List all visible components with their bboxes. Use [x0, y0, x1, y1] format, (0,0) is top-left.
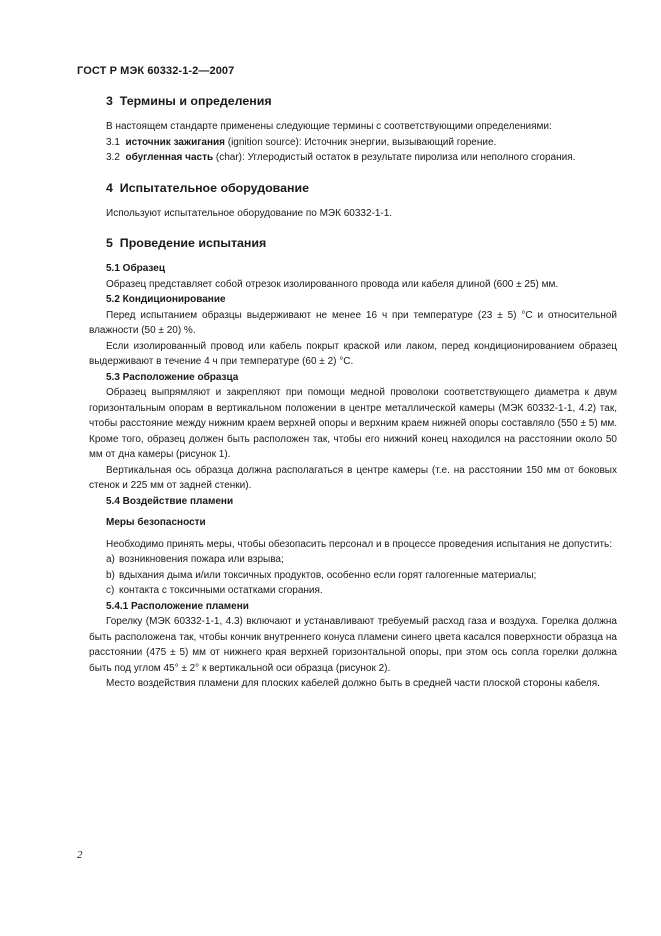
subsection-5-2-text-2: Если изолированный провод или кабель покрыт краской или лаком, перед кондиционированием образец выдерживают в течение 4 ч при температуре (60 ± 2) °С. [89, 340, 617, 367]
section-5-heading [89, 234, 617, 252]
safety-list [89, 552, 617, 599]
term-3-1-number: 3.1 [106, 136, 120, 148]
list-item-text: возникновения пожара или взрыва; [119, 554, 284, 565]
term-3-1-definition: (ignition source): Источник энергии, вызывающий горение. [224, 136, 497, 148]
subsection-5-4-1-title: 5.4.1 Расположение пламени [106, 600, 249, 612]
safety-title: Меры безопасности [106, 517, 206, 528]
subsection-5-1-text: Образец представляет собой отрезок изолированного провода или кабеля длиной (600 ± 25) мм. [106, 278, 559, 290]
section-4-text: Используют испытательное оборудование по МЭК 60332-1-1. [106, 207, 393, 219]
subsection-5-3-text-2: Вертикальная ось образца должна располагаться в центре камеры (т.е. на расстоянии 150 мм от боковых стенок и 225 мм от задней стенки). [89, 464, 617, 491]
list-item-text: вдыхания дыма и/или токсичных продуктов, особенно если горят галогенные материалы; [119, 569, 537, 581]
safety-text: Необходимо принять меры, чтобы обезопасить персонал и в процессе проведения испытания не допустить: [106, 538, 613, 550]
section-4-heading [89, 179, 617, 197]
section-5-title: Проведение испытания [119, 236, 267, 250]
section-4-title: Испытательное оборудование [119, 180, 310, 195]
term-3-2-definition: (char): Углеродистый остаток в результате пиролиза или неполного сгорания. [213, 152, 576, 163]
subsection-5-4-1-text-1: Горелку (МЭК 60332-1-1, 4.3) включают и устанавливают требуемый расход газа и воздуха. Горелка должна быть расположена так, чтобы кончик внутреннего конуса пламени синего цвета касался поверхности образца на расстоянии (475 ± 5) мм от нижнего края верхней горизонтальной опоры, при этом ось сопла горелки должна быть под углом 45° ± 2° к вертикальной оси образца (рисунок 2). [89, 616, 617, 674]
list-item-text: контакта с токсичными остатками сгорания. [119, 585, 323, 596]
section-4-number: 4 [106, 180, 113, 195]
section-3-heading [89, 92, 617, 110]
list-item-letter: b) [106, 569, 115, 581]
subsection-5-3-title: 5.3 Расположение образца [106, 371, 239, 383]
subsection-5-4-1-text-2: Место воздействия пламени для плоских кабелей должно быть в средней части плоской стороны кабеля. [106, 678, 600, 689]
term-3-1 [89, 135, 617, 151]
term-3-2-name: обугленная часть [125, 152, 214, 163]
subsection-5-2-title: 5.2 Кондиционирование [106, 294, 226, 305]
section-5-number: 5 [106, 236, 113, 250]
document-header: ГОСТ Р МЭК 60332-1-2—2007 [77, 65, 235, 77]
subsection-5-2-text-1: Перед испытанием образцы выдерживают не менее 16 ч при температуре (23 ± 5) °С и относительной влажности (50 ± 20) %. [89, 309, 617, 336]
subsection-5-3-text-1: Образец выпрямляют и закрепляют при помощи медной проволоки соответствующего диаметра к двум горизонтальным опорам в вертикальном положении в центре металлической камеры (МЭК 60332-1-1, 4.2) так, чтобы расстояние между нижним краем верхней опоры и верхним краем нижней опоры составляло (550 ± 5) мм. Кроме того, образец должен быть расположен так, чтобы его нижний конец находился на расстоянии около 50 мм от дна камеры (рисунок 1). [89, 387, 617, 460]
term-3-1-name: источник зажигания [125, 136, 225, 148]
list-item-letter: a) [106, 554, 115, 565]
term-3-2-number: 3.2 [106, 152, 120, 163]
page-number: 2 [77, 849, 83, 861]
subsection-5-4-title: 5.4 Воздействие пламени [106, 495, 234, 507]
list-item [89, 552, 617, 568]
page-content [89, 92, 617, 692]
section-3-intro: В настоящем стандарте применены следующие термины с соответствующими определениями: [106, 121, 552, 132]
term-3-2 [89, 150, 617, 166]
list-item [89, 583, 617, 599]
section-3-number: 3 [106, 94, 113, 108]
list-item [89, 568, 617, 584]
list-item-letter: c) [106, 585, 115, 596]
section-3-title: Термины и определения [119, 94, 272, 108]
subsection-5-1-title: 5.1 Образец [106, 263, 165, 274]
